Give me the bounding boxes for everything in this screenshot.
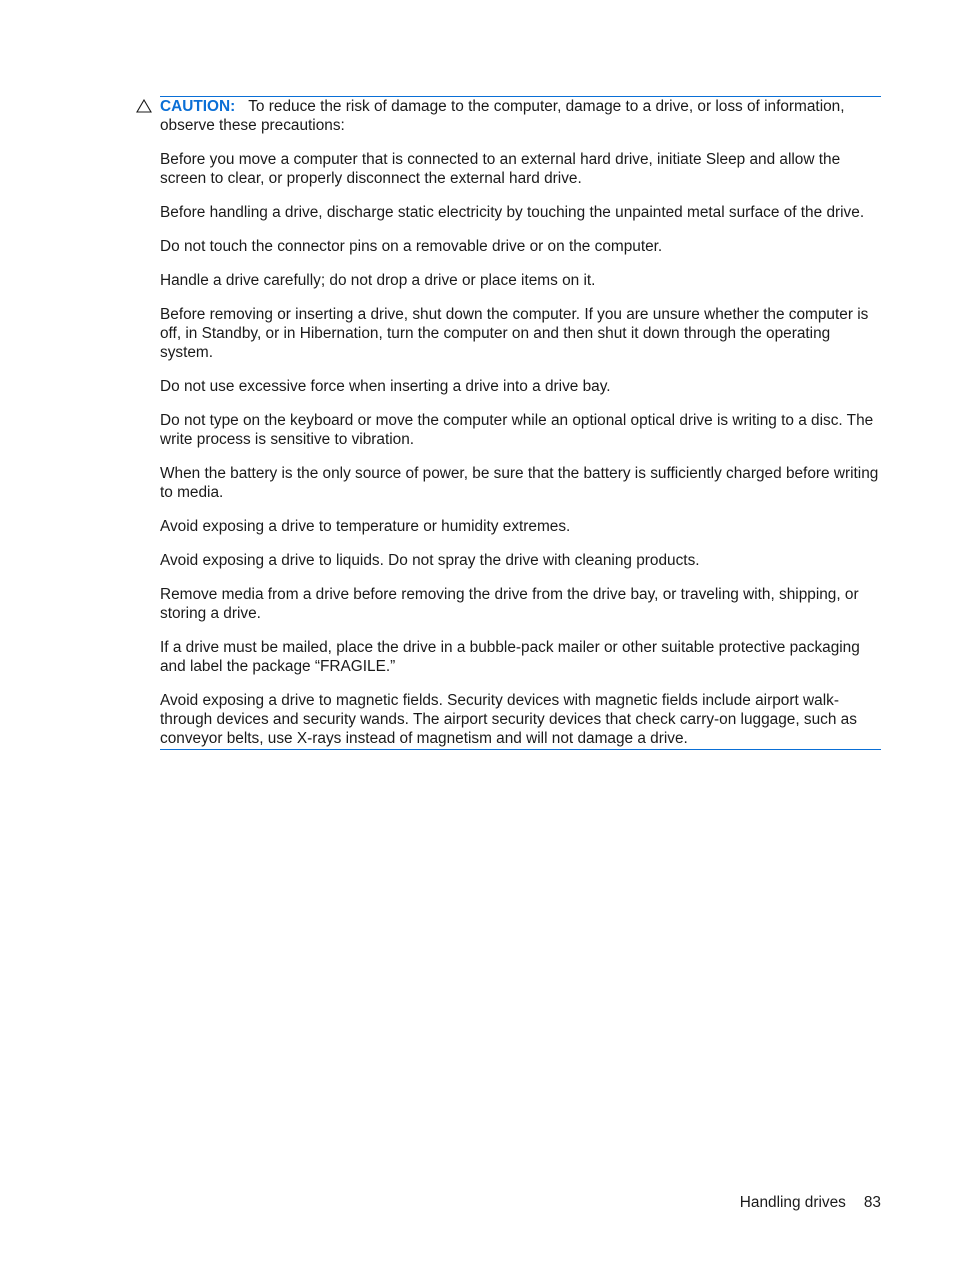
- precaution-item: Avoid exposing a drive to magnetic fields. Security devices with magnetic fields include airport walk-through devices and security wands. The airport security devices that check carry-on luggage, such as conveyor belts, use X-rays instead of magnetism and will not damage a drive.: [160, 691, 857, 748]
- warning-triangle-icon: [136, 99, 152, 113]
- precaution-item: Avoid exposing a drive to liquids. Do not spray the drive with cleaning products.: [160, 551, 700, 569]
- precaution-item: If a drive must be mailed, place the drive in a bubble-pack mailer or other suitable protective packaging and label the package “FRAGILE.”: [160, 638, 860, 675]
- precaution-item: Before you move a computer that is connected to an external hard drive, initiate Sleep and allow the screen to clear, or properly disconnect the external hard drive.: [160, 151, 841, 188]
- precaution-item: Handle a drive carefully; do not drop a drive or place items on it.: [160, 271, 596, 289]
- precaution-item: Before removing or inserting a drive, shut down the computer. If you are unsure whether the computer is off, in Standby, or in Hibernation, turn the computer on and then shut it down through the operating system.: [160, 305, 869, 362]
- precaution-item: Do not touch the connector pins on a removable drive or on the computer.: [160, 237, 663, 255]
- precaution-item: When the battery is the only source of power, be sure that the battery is sufficiently charged before writing to media.: [160, 464, 879, 502]
- precaution-item: Do not type on the keyboard or move the computer while an optional optical drive is writing to a disc. The write process is sensitive to vibration.: [160, 411, 874, 449]
- precaution-item: Avoid exposing a drive to temperature or humidity extremes.: [160, 517, 571, 535]
- precaution-item: Remove media from a drive before removing the drive from the drive bay, or traveling with, shipping, or storing a drive.: [160, 585, 859, 622]
- caution-notice: [160, 96, 881, 750]
- page-number: 83: [863, 1194, 881, 1211]
- page-footer: [740, 1193, 881, 1212]
- footer-section-title: Handling drives: [739, 1194, 846, 1211]
- caution-intro: [160, 97, 881, 136]
- precaution-item: Before handling a drive, discharge static electricity by touching the unpainted metal surface of the drive.: [160, 204, 865, 222]
- caution-label: CAUTION:: [160, 98, 236, 115]
- precaution-item: Do not use excessive force when inserting a drive into a drive bay.: [160, 377, 611, 395]
- caution-intro-text: To reduce the risk of damage to the computer, damage to a drive, or loss of information, observe these precautions:: [160, 98, 845, 135]
